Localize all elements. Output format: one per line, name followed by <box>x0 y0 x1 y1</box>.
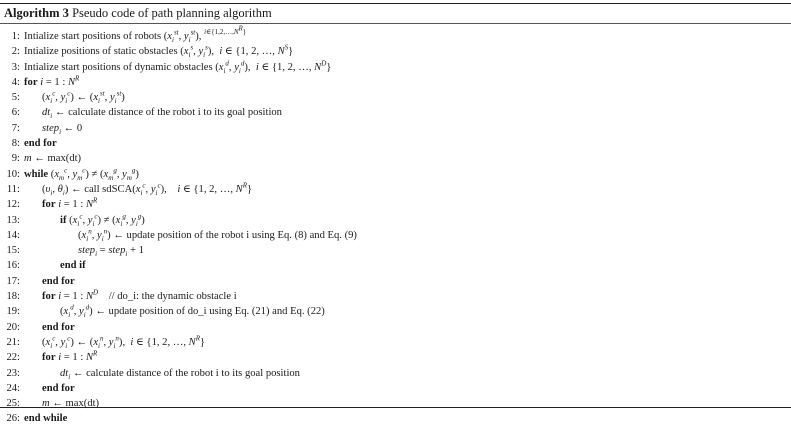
algorithm-line: 2: Intialize positions of static obstacles ($x_i^s$, $y_i^s$), i ∈ {1, 2, …, $N^S$} <box>11 43 294 60</box>
algorithm-line: 11: ($\upsilon_i$, $\theta_i$) ← call $sdSCA(x_i^c$, $y_i^c$), i ∈ {1, 2, …, $N^R$} <box>6 181 253 198</box>
line-text: m ← max(dt) <box>42 398 100 410</box>
line-text: end for <box>42 321 75 333</box>
caption-label: Algorithm 3 <box>4 6 69 20</box>
line-text: for i = 1 : $N^R$ <box>42 349 98 364</box>
algorithm-line: 13: if ($x_i^c$, $y_i^c) \ne (x_i^g$, $y_i^g$) <box>6 212 145 228</box>
line-text: ($x_i^c$, $y_i^c$) ← ($x_i^n$, $y_i^n$), i ∈ {1, 2, …, $N^R$} <box>42 334 206 351</box>
line-text: ($\upsilon_i$, $\theta_i$) ← call $sdSCA(x_i^c$, $y_i^c$), i ∈ {1, 2, …, $N^R$} <box>42 181 253 198</box>
line-text: end for <box>42 275 75 287</box>
algorithm-line: 22: for i = 1 : $N^R$ <box>4 350 357 365</box>
line-text: Intialize start positions of dynamic obstacles ($x_i^d$, $y_i^d$), i ∈ {1, 2, …, $N^D$} <box>24 59 332 75</box>
algorithm-line: 16: end if <box>4 258 357 273</box>
algorithm-line: 17: end for <box>4 274 357 289</box>
line-text: end for <box>42 382 75 394</box>
algorithm-line: 15: step$_i$ = step$_i$ + 1 <box>6 245 144 259</box>
algorithm-line: 5: ($x_i^c$, $y_i^c$) ← ($x_i^{st}$, $y_i^{st}$) <box>11 89 125 106</box>
algorithm-line: 19: ($x_i^d$, $y_i^d$) ← update position of do_i using Eq. (21) and Eq. (22) <box>6 303 325 320</box>
line-text: Intialize positions of static obstacles ($x_i^s$, $y_i^s$), i ∈ {1, 2, …, $N^S$} <box>24 43 294 60</box>
line-text: m ← max(dt) <box>24 153 82 165</box>
algorithm-lines <box>4 25 357 427</box>
algorithm-line: 10: while ($x_m^c$, $y_m^c) \ne (x_m^g$, $y_m^g$) <box>6 166 139 182</box>
line-text: $dt_i$ ← calculate distance of the robot i to its goal position <box>60 367 300 381</box>
line-text: while ($x_m^c$, $y_m^c) \ne (x_m^g$, $y_m^g$) <box>24 166 139 182</box>
algorithm-line: 25: m ← max(dt) <box>4 396 357 411</box>
caption-rule <box>0 23 791 24</box>
algorithm-line: 3: Intialize start positions of dynamic obstacles ($x_i^d$, $y_i^d$), i ∈ {1, 2, …, $N^D$} <box>11 59 332 75</box>
algorithm-line: 23: $dt_i$ ← calculate distance of the robot i to its goal position <box>6 367 300 381</box>
line-text: ($x_i^c$, $y_i^c$) ← ($x_i^{st}$, $y_i^{st}$) <box>42 89 125 106</box>
algorithm-line: 24: end for <box>4 381 357 396</box>
line-text: end if <box>60 260 86 272</box>
algorithm-line: 1: Intialize start positions of robots ($x_i^{st}$, $y_i^{st}$), $^{i\in\{1,2,\dots,N^R\}}$ <box>11 25 247 45</box>
bottom-rule <box>0 407 791 408</box>
line-text: step$_i$ ← 0 <box>42 122 83 136</box>
algorithm-line: 12: for i = 1 : $N^R$ <box>4 197 357 212</box>
line-text: Intialize start positions of robots ($x_i^{st}$, $y_i^{st}$), $^{i\in\{1,2,\dots,N^R\}}$ <box>24 25 247 45</box>
line-text: ($x_i^n$, $y_i^n$) ← update position of the robot i using Eq. (8) and Eq. (9) <box>78 227 357 243</box>
algorithm-line: 18: for i = 1 : $N^D$ // do_i: the dynamic obstacle i <box>4 289 357 304</box>
algorithm-line: 26: end while <box>4 411 357 426</box>
line-text: ($x_i^d$, $y_i^d$) ← update position of do_i using Eq. (21) and Eq. (22) <box>60 303 325 320</box>
algorithm-line: 20: end for <box>4 320 357 335</box>
algorithm-line: 8: end for <box>4 136 357 151</box>
algorithm-line: 9: m ← max(dt) <box>4 151 357 166</box>
line-text: for i = 1 : $N^D$ // do_i: the dynamic obstacle i <box>42 288 237 303</box>
top-rule <box>0 3 791 4</box>
line-text: end for <box>24 138 57 150</box>
algorithm-line: 4: for i = 1 : $N^R$ <box>4 75 357 90</box>
line-text: end while <box>24 413 68 425</box>
algorithm-caption <box>4 5 272 21</box>
line-text: step$_i$ = step$_i$ + 1 <box>78 245 144 259</box>
algorithm-line: 14: ($x_i^n$, $y_i^n$) ← update position of the robot i using Eq. (8) and Eq. (9) <box>6 227 357 243</box>
algorithm-line: 21: ($x_i^c$, $y_i^c$) ← ($x_i^n$, $y_i^n$), i ∈ {1, 2, …, $N^R$} <box>6 334 206 351</box>
line-text: for i = 1 : $N^R$ <box>24 74 80 88</box>
algorithm-line: 7: step$_i$ ← 0 <box>11 122 83 136</box>
caption-title: Pseudo code of path planning algorithm <box>72 6 272 20</box>
algorithm-line: 6: $dt_i$ ← calculate distance of the robot i to its goal position <box>11 107 282 121</box>
line-text: for i = 1 : $N^R$ <box>42 196 98 211</box>
line-text: $dt_i$ ← calculate distance of the robot i to its goal position <box>42 107 282 121</box>
line-text: if ($x_i^c$, $y_i^c) \ne (x_i^g$, $y_i^g$) <box>60 212 145 228</box>
